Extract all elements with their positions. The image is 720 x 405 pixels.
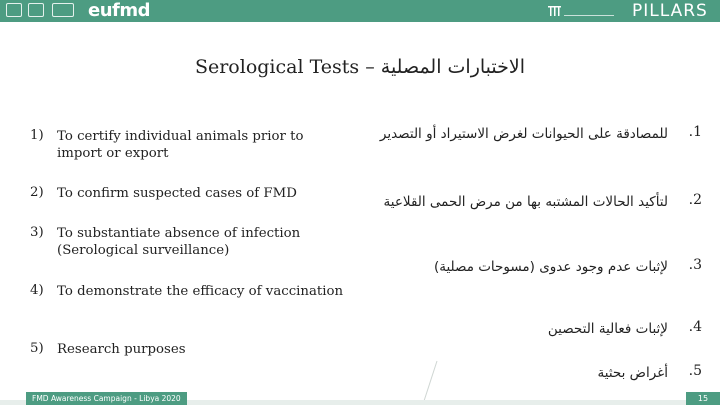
list-number: .5 [688, 363, 702, 379]
title-arabic: الاختبارات المصلية [380, 56, 526, 78]
pillars-emblem-icon [548, 4, 618, 18]
list-text: لإثبات عدم وجود عدوى (مسوحات مصلية) [433, 259, 668, 275]
list-number: .2 [688, 192, 702, 208]
list-text: لتأكيد الحالات المشتبه بها من مرض الحمى القلاعية [383, 194, 668, 210]
header-bar [0, 0, 720, 22]
list-number: 5) [30, 341, 44, 356]
list-number: .1 [688, 124, 702, 140]
list-text: لإثبات فعالية التحصين [547, 321, 668, 337]
page-number: 15 [686, 392, 720, 405]
arabic-item-1 [378, 124, 702, 144]
arabic-item-3 [378, 257, 702, 277]
footer-campaign: FMD Awareness Campaign - Libya 2020 [26, 392, 187, 405]
list-text: Research purposes [57, 342, 186, 357]
list-text: To demonstrate the efficacy of vaccination [57, 284, 344, 299]
list-text: To certify individual animals prior to import or export [57, 129, 304, 161]
ec-logo-icon [28, 3, 44, 17]
eufmd-logo: eufmd [88, 0, 150, 21]
list-number: 1) [30, 128, 44, 143]
list-number: .4 [688, 319, 702, 335]
list-text: To substantiate absence of infection (Serological surveillance) [57, 226, 301, 258]
list-number: .3 [688, 257, 702, 273]
list-number: 2) [30, 185, 44, 200]
list-text: To confirm suspected cases of FMD [57, 186, 297, 201]
arabic-item-4 [378, 319, 702, 339]
list-number: 3) [30, 225, 44, 240]
title-english: Serological Tests – [194, 56, 375, 78]
list-text: للمصادقة على الحيوانات لغرض الاستيراد أو التصدير [379, 126, 668, 142]
list-text: أغراض بحثية [597, 365, 668, 381]
eu-flag-icon [52, 3, 74, 17]
pillars-logo: PILLARS [632, 1, 708, 21]
list-number: 4) [30, 283, 44, 298]
slide-title [0, 56, 720, 78]
fao-logo-icon [6, 3, 22, 17]
arabic-item-5 [378, 363, 702, 383]
arabic-item-2 [378, 192, 702, 212]
